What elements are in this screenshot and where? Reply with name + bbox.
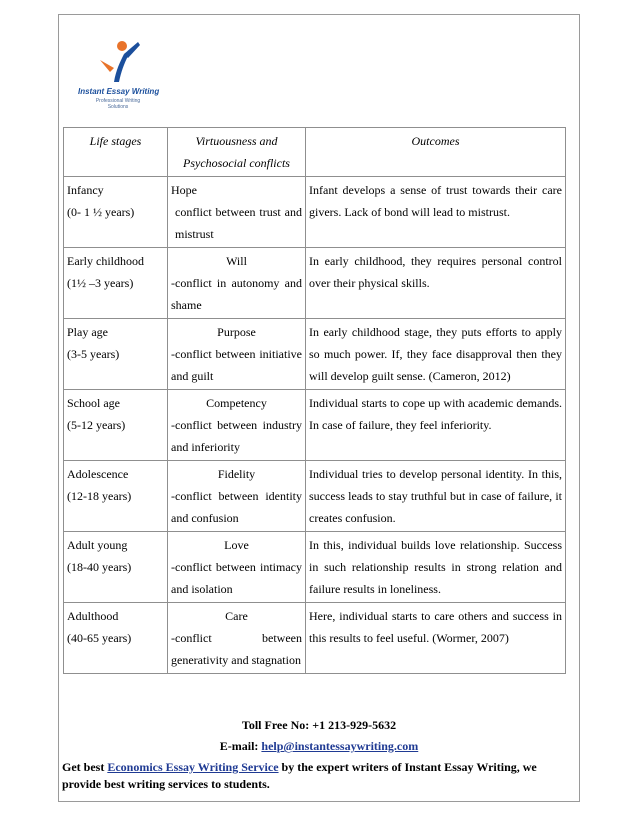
logo-tagline (78, 98, 158, 110)
company-logo (78, 38, 158, 108)
virtue-name: Purpose (217, 325, 256, 339)
logo-name: Instant Essay Writing (78, 87, 160, 96)
stage-name: Adulthood (67, 609, 119, 623)
virtue-cell (168, 532, 306, 603)
promo-prefix: Get best (62, 760, 108, 774)
outcome-cell: Individual starts to cope up with academic demands. In case of failure, they feel inferiority. (306, 390, 566, 461)
stage-age: (5-12 years) (67, 418, 126, 432)
virtue-cell (168, 603, 306, 674)
stage-name: Early childhood (67, 254, 144, 268)
stage-age: (3-5 years) (67, 347, 120, 361)
stage-name: School age (67, 396, 120, 410)
stage-age: (40-65 years) (67, 631, 132, 645)
stage-cell (64, 319, 168, 390)
virtue-cell (168, 461, 306, 532)
stage-age: (1½ –3 years) (67, 276, 134, 290)
virtue-name: Hope (171, 183, 197, 197)
virtue-name: Care (225, 609, 248, 623)
virtue-name: Love (224, 538, 249, 552)
outcome-cell: In early childhood, they requires personal control over their physical skills. (306, 248, 566, 319)
stage-cell (64, 461, 168, 532)
table-row (64, 177, 566, 248)
virtue-cell (168, 319, 306, 390)
virtue-conflict: -conflict in autonomy and shame (171, 276, 302, 312)
table-row (64, 248, 566, 319)
promo-suffix: by the expert writers of Instant Essay Writing, we provide best writing services to students. (62, 760, 537, 791)
virtue-conflict: conflict between trust and mistrust (175, 205, 302, 241)
email-link[interactable]: help@instantessaywriting.com (261, 739, 419, 753)
outcome-cell: Infant develops a sense of trust towards their care givers. Lack of bond will lead to mistrust. (306, 177, 566, 248)
stage-name: Play age (67, 325, 108, 339)
life-stages-table (63, 127, 566, 674)
figure-icon (78, 38, 158, 88)
header-virtuousness: Virtuousness and Psychosocial conflicts (168, 128, 306, 177)
logo-tagline-line: Solutions (107, 104, 129, 110)
table-row (64, 319, 566, 390)
virtue-conflict: -conflict between identity and confusion (171, 489, 302, 525)
virtue-cell (168, 248, 306, 319)
footer-email (0, 739, 638, 754)
outcome-cell: Here, individual starts to care others and success in this results to feel useful. (Wormer, 2007) (306, 603, 566, 674)
outcome-cell: In this, individual builds love relationship. Success in such relationship results in strong relation and failure results in loneliness. (306, 532, 566, 603)
stage-name: Adolescence (67, 467, 129, 481)
virtue-name: Competency (206, 396, 267, 410)
virtue-conflict: -conflict between intimacy and isolation (171, 560, 302, 596)
stage-cell (64, 390, 168, 461)
table-row (64, 532, 566, 603)
table-header-row (64, 128, 566, 177)
footer-phone: Toll Free No: +1 213-929-5632 (241, 718, 397, 732)
header-outcomes: Outcomes (306, 128, 566, 177)
table-row (64, 390, 566, 461)
virtue-conflict: -conflict between generativity and stagnation (171, 631, 302, 667)
stage-cell (64, 248, 168, 319)
virtue-cell (168, 390, 306, 461)
stage-age: (12-18 years) (67, 489, 132, 503)
logo-tagline-line: Professional Writing (95, 98, 141, 104)
table-row (64, 603, 566, 674)
stage-age: (18-40 years) (67, 560, 132, 574)
virtue-name: Will (226, 254, 247, 268)
service-link[interactable]: Economics Essay Writing Service (107, 760, 279, 774)
footer-email-label: E-mail: (219, 739, 262, 753)
outcome-cell: Individual tries to develop personal identity. In this, success leads to stay truthful but in case of failure, it creates confusion. (306, 461, 566, 532)
virtue-conflict: -conflict between industry and inferiority (171, 418, 302, 454)
footer-promo (62, 759, 572, 793)
stage-name: Infancy (67, 183, 104, 197)
header-life-stages: Life stages (64, 128, 168, 177)
outcome-cell: In early childhood stage, they puts efforts to apply so much power. If, they face disapproval then they will develop guilt sense. (Cameron, 2012) (306, 319, 566, 390)
table-row (64, 461, 566, 532)
stage-cell (64, 532, 168, 603)
virtue-name: Fidelity (217, 467, 256, 481)
stage-cell (64, 603, 168, 674)
stage-age: (0- 1 ½ years) (67, 205, 135, 219)
virtue-cell (168, 177, 306, 248)
virtue-conflict: -conflict between initiative and guilt (171, 347, 302, 383)
stage-cell (64, 177, 168, 248)
stage-name: Adult young (67, 538, 128, 552)
